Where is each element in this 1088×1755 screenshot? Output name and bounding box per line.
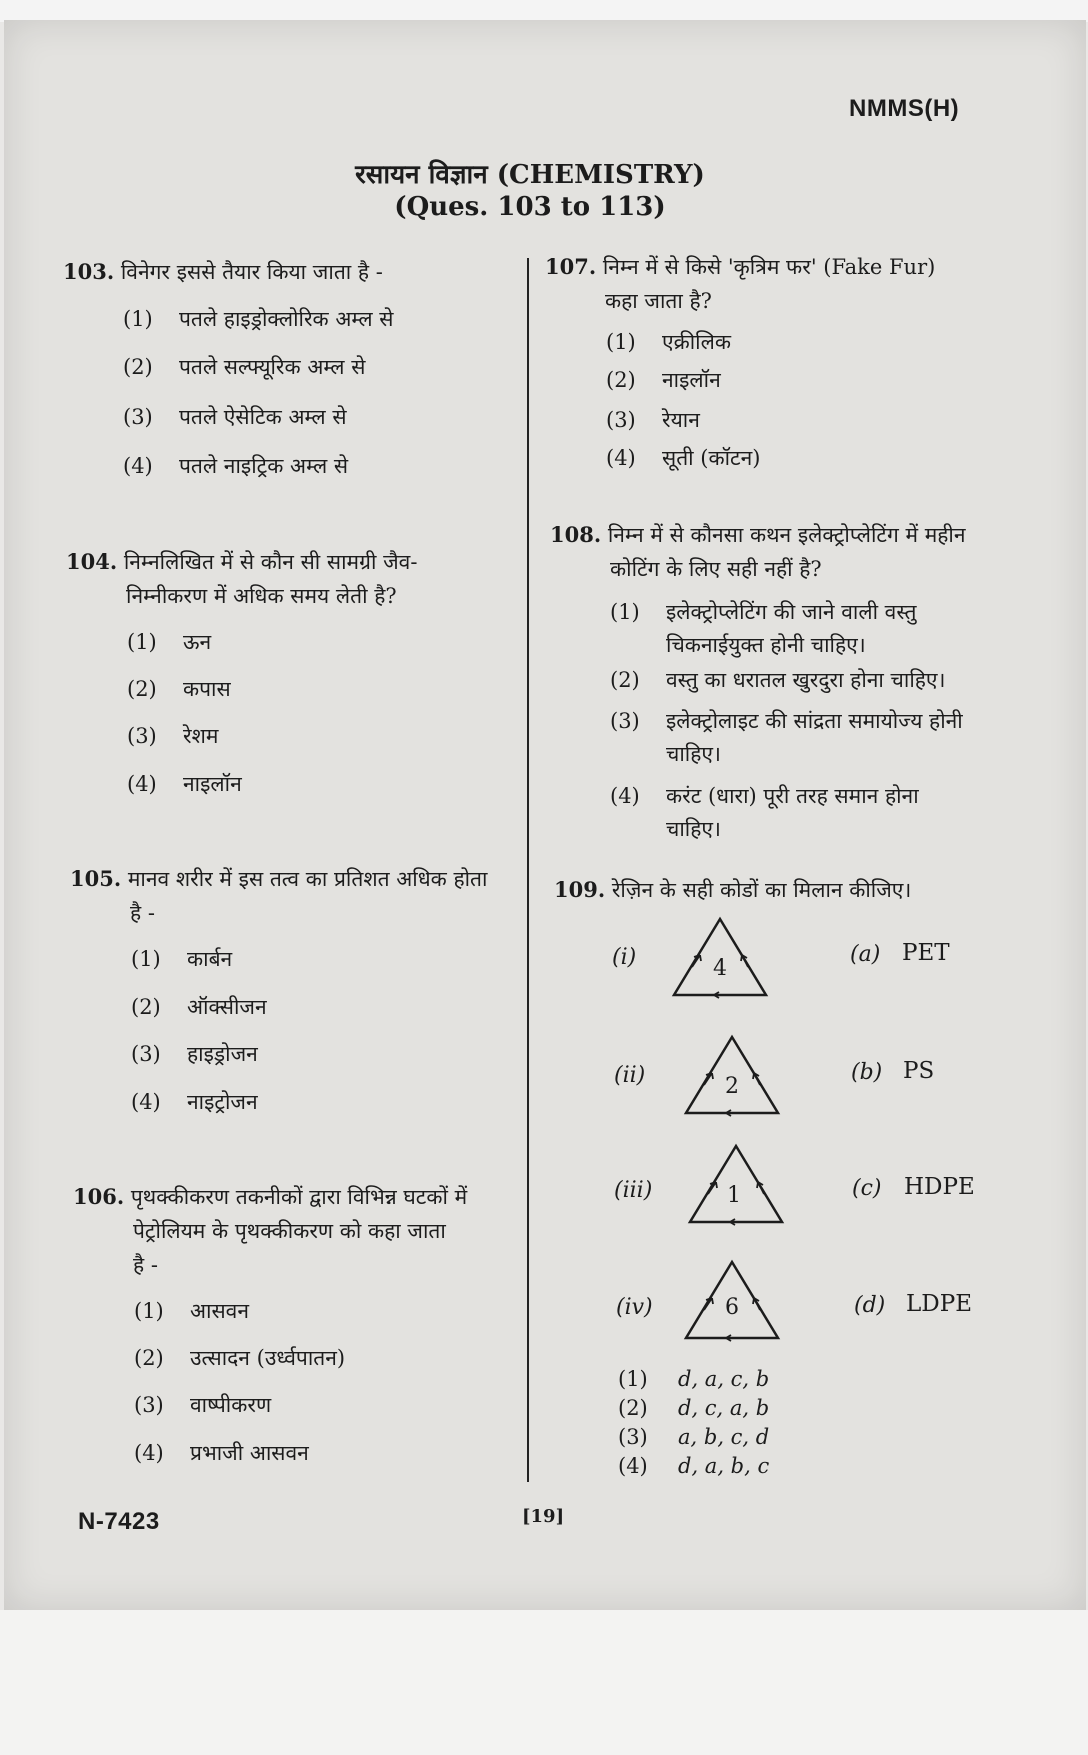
- row-letter: (b): [851, 1060, 883, 1085]
- question-text: है -: [130, 901, 155, 925]
- option: (4) नाइट्रोजन: [131, 1090, 258, 1114]
- question-range: (Ques. 103 to 113): [394, 192, 666, 222]
- row-letter: (c): [852, 1176, 882, 1201]
- option: (1) इलेक्ट्रोप्लेटिंग की जाने वाली वस्तु चिकनाईयुक्त होनी चाहिए।: [610, 600, 917, 657]
- recycle-triangle-icon: [670, 915, 770, 1000]
- column-divider: [527, 258, 529, 1482]
- row-letter: (d): [854, 1293, 886, 1318]
- question-text: रेज़िन के सही कोडों का मिलान कीजिए।: [611, 878, 912, 902]
- question-number: 105.: [70, 866, 122, 891]
- question-text: निम्न में से कौनसा कथन इलेक्ट्रोप्लेटिंग में महीन: [607, 523, 966, 547]
- option: (2) कपास: [127, 677, 231, 701]
- option: (1) कार्बन: [131, 947, 233, 971]
- question-103: [63, 255, 383, 289]
- question-108: [550, 518, 1020, 586]
- question-text: पेट्रोलियम के पृथक्कीकरण को कहा जाता: [133, 1219, 446, 1243]
- option: (3) रेशम: [127, 724, 219, 748]
- resin-code: 1: [727, 1183, 741, 1208]
- question-number: 108.: [550, 522, 602, 547]
- row-letter: (a): [850, 942, 881, 967]
- section-title: रसायन विज्ञान (CHEMISTRY): [355, 160, 705, 190]
- scan-top-edge: [0, 0, 1088, 22]
- question-number: 106.: [73, 1184, 125, 1209]
- option: (2) d, c, a, b: [618, 1396, 770, 1420]
- option: (3) a, b, c, d: [618, 1425, 770, 1449]
- resin-name: LDPE: [906, 1291, 972, 1317]
- question-text: है -: [133, 1253, 158, 1277]
- question-104: [66, 545, 512, 613]
- question-text: विनेगर इससे तैयार किया जाता है -: [120, 260, 383, 284]
- option: (3) वाष्पीकरण: [134, 1393, 272, 1417]
- question-107: [545, 250, 1015, 318]
- question-number: 103.: [63, 259, 115, 284]
- resin-name: HDPE: [904, 1174, 975, 1200]
- question-text: निम्नलिखित में से कौन सी सामग्री जैव-: [123, 550, 418, 574]
- option: (2) नाइलॉन: [606, 368, 721, 392]
- option: (4) नाइलॉन: [127, 772, 242, 796]
- resin-code: 4: [713, 956, 727, 981]
- option: (4) करंट (धारा) पूरी तरह समान होना चाहिए।: [610, 784, 919, 841]
- question-text: कहा जाता है?: [605, 289, 712, 313]
- booklet-code: N-7423: [78, 1508, 160, 1535]
- row-label: (iii): [614, 1178, 653, 1203]
- option: (4) प्रभाजी आसवन: [134, 1441, 309, 1465]
- question-text: निम्नीकरण में अधिक समय लेती है?: [126, 584, 397, 608]
- option: (2) उत्सादन (उर्ध्वपातन): [134, 1346, 346, 1370]
- question-text: मानव शरीर में इस तत्व का प्रतिशत अधिक होता: [127, 867, 488, 891]
- row-label: (i): [612, 945, 637, 970]
- option: (4) सूती (कॉटन): [606, 446, 761, 470]
- option: (4) पतले नाइट्रिक अम्ल से: [123, 454, 349, 478]
- recycle-triangle-icon: [682, 1033, 782, 1118]
- option: (2) ऑक्सीजन: [131, 995, 267, 1019]
- recycle-triangle-icon: [682, 1258, 782, 1343]
- question-text: पृथक्कीकरण तकनीकों द्वारा विभिन्न घटकों में: [130, 1185, 468, 1209]
- question-text: कोटिंग के लिए सही नहीं है?: [610, 557, 822, 581]
- option: (2) वस्तु का धरातल खुरदुरा होना चाहिए।: [610, 668, 946, 692]
- question-number: 104.: [66, 549, 118, 574]
- option: (4) d, a, b, c: [618, 1454, 770, 1478]
- option: (1) आसवन: [134, 1299, 249, 1323]
- option: (2) पतले सल्फ्यूरिक अम्ल से: [123, 355, 366, 379]
- option: (3) इलेक्ट्रोलाइट की सांद्रता समायोज्य होनी चाहिए।: [610, 709, 963, 766]
- option: (1) पतले हाइड्रोक्लोरिक अम्ल से: [123, 307, 394, 331]
- row-label: (iv): [616, 1295, 653, 1320]
- resin-code: 6: [725, 1295, 739, 1320]
- resin-name: PS: [903, 1058, 935, 1084]
- option: (3) हाइड्रोजन: [131, 1042, 258, 1066]
- resin-name: PET: [902, 940, 950, 966]
- question-109: [554, 873, 1024, 907]
- question-number: 109.: [554, 877, 606, 902]
- resin-code: 2: [725, 1074, 739, 1099]
- question-number: 107.: [545, 254, 597, 279]
- option: (3) पतले ऐसेटिक अम्ल से: [123, 405, 347, 429]
- option: (1) एक्रीलिक: [606, 330, 731, 354]
- paper-code: NMMS(H): [849, 95, 960, 122]
- option: (1) ऊन: [127, 630, 212, 654]
- row-label: (ii): [614, 1063, 646, 1088]
- question-105: [70, 862, 516, 930]
- question-106: [73, 1180, 523, 1282]
- question-text: निम्न में से किसे 'कृत्रिम फर' (Fake Fur): [602, 255, 936, 279]
- option: (3) रेयान: [606, 408, 700, 432]
- scan-bottom-area: [0, 1610, 1088, 1755]
- recycle-triangle-icon: [686, 1142, 786, 1227]
- option: (1) d, a, c, b: [618, 1367, 770, 1391]
- page-number: [19]: [522, 1506, 565, 1527]
